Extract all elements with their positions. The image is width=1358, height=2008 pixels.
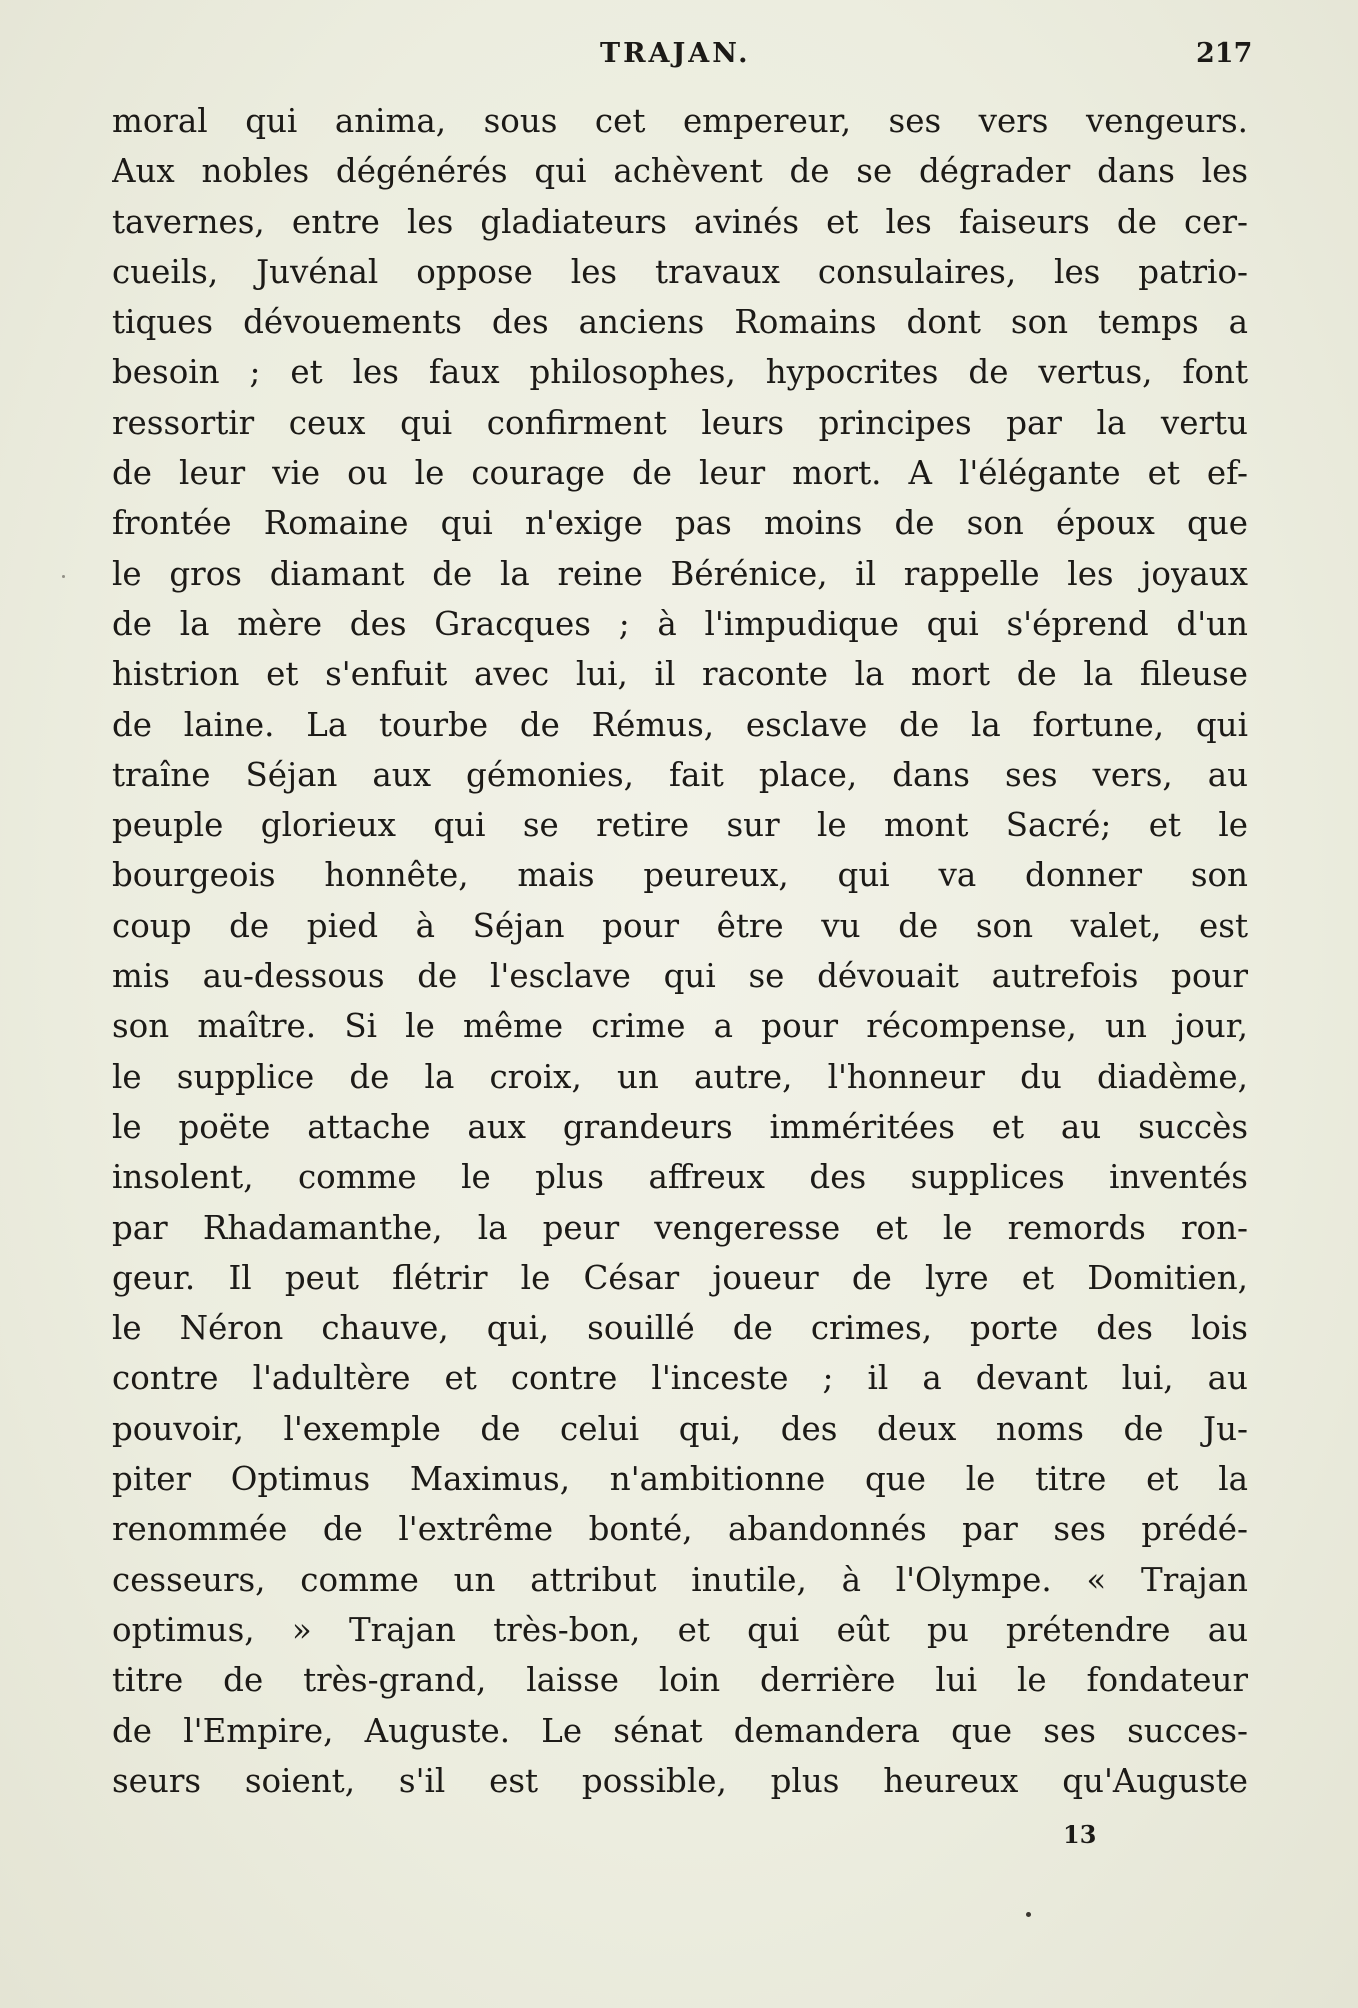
text-line: frontée Romaine qui n'exige pas moins de son époux que [112, 504, 1248, 543]
text-line: renommée de l'extrême bonté, abandonnés par ses prédé- [112, 1510, 1248, 1549]
text-line: de laine. La tourbe de Rémus, esclave de la fortune, qui [112, 705, 1248, 744]
text-line: titre de très-grand, laisse loin derrière lui le fondateur [112, 1661, 1248, 1700]
text-line: traîne Séjan aux gémonies, fait place, dans ses vers, au [112, 755, 1248, 794]
text-line: mis au-dessous de l'esclave qui se dévouait autrefois pour [112, 957, 1248, 996]
text-line: cesseurs, comme un attribut inutile, à l'Olympe. « Trajan [112, 1560, 1248, 1599]
text-line: histrion et s'enfuit avec lui, il raconte la mort de la fileuse [112, 655, 1248, 694]
page-number: 217 [1196, 38, 1253, 69]
text-line: optimus, » Trajan très-bon, et qui eût pu prétendre au [112, 1610, 1248, 1649]
ink-speck [62, 575, 65, 578]
text-line: de leur vie ou le courage de leur mort. A l'élégante et ef- [112, 454, 1248, 493]
text-line: son maître. Si le même crime a pour récompense, un jour, [112, 1007, 1248, 1046]
ink-speck [1026, 1912, 1031, 1917]
running-head [0, 38, 1358, 78]
text-line: tavernes, entre les gladiateurs avinés et les faiseurs de cer- [112, 202, 1248, 241]
text-line: coup de pied à Séjan pour être vu de son valet, est [112, 906, 1248, 945]
text-line: tiques dévouements des anciens Romains dont son temps a [112, 303, 1248, 342]
text-line: par Rhadamanthe, la peur vengeresse et le remords ron- [112, 1208, 1248, 1247]
text-line: moral qui anima, sous cet empereur, ses vers vengeurs. [112, 102, 1248, 140]
signature-mark: 13 [1063, 1820, 1097, 1849]
text-line: seurs soient, s'il est possible, plus heureux qu'Auguste [112, 1761, 1248, 1800]
running-title: TRAJAN. [600, 38, 751, 69]
text-line: Aux nobles dégénérés qui achèvent de se dégrader dans les [112, 152, 1248, 191]
text-line: contre l'adultère et contre l'inceste ; il a devant lui, au [112, 1359, 1248, 1398]
text-line: geur. Il peut flétrir le César joueur de lyre et Domitien, [112, 1258, 1248, 1297]
text-line: peuple glorieux qui se retire sur le mont Sacré; et le [112, 806, 1248, 845]
text-line: de l'Empire, Auguste. Le sénat demandera que ses succes- [112, 1711, 1248, 1750]
text-line: bourgeois honnête, mais peureux, qui va donner son [112, 856, 1248, 895]
text-line: de la mère des Gracques ; à l'impudique qui s'éprend d'un [112, 604, 1248, 643]
text-line: cueils, Juvénal oppose les travaux consulaires, les patrio- [112, 252, 1248, 291]
text-line: besoin ; et les faux philosophes, hypocrites de vertus, font [112, 353, 1248, 392]
body-text [112, 96, 1248, 1806]
text-line: le supplice de la croix, un autre, l'honneur du diadème, [112, 1057, 1248, 1096]
text-line: insolent, comme le plus affreux des supplices inventés [112, 1158, 1248, 1197]
text-line: pouvoir, l'exemple de celui qui, des deux noms de Ju- [112, 1409, 1248, 1448]
text-line: piter Optimus Maximus, n'ambitionne que le titre et la [112, 1460, 1248, 1499]
text-line: le gros diamant de la reine Bérénice, il rappelle les joyaux [112, 554, 1248, 593]
text-line: le Néron chauve, qui, souillé de crimes, porte des lois [112, 1309, 1248, 1348]
text-line: le poëte attache aux grandeurs imméritées et au succès [112, 1107, 1248, 1146]
text-line: ressortir ceux qui confirment leurs principes par la vertu [112, 403, 1248, 442]
